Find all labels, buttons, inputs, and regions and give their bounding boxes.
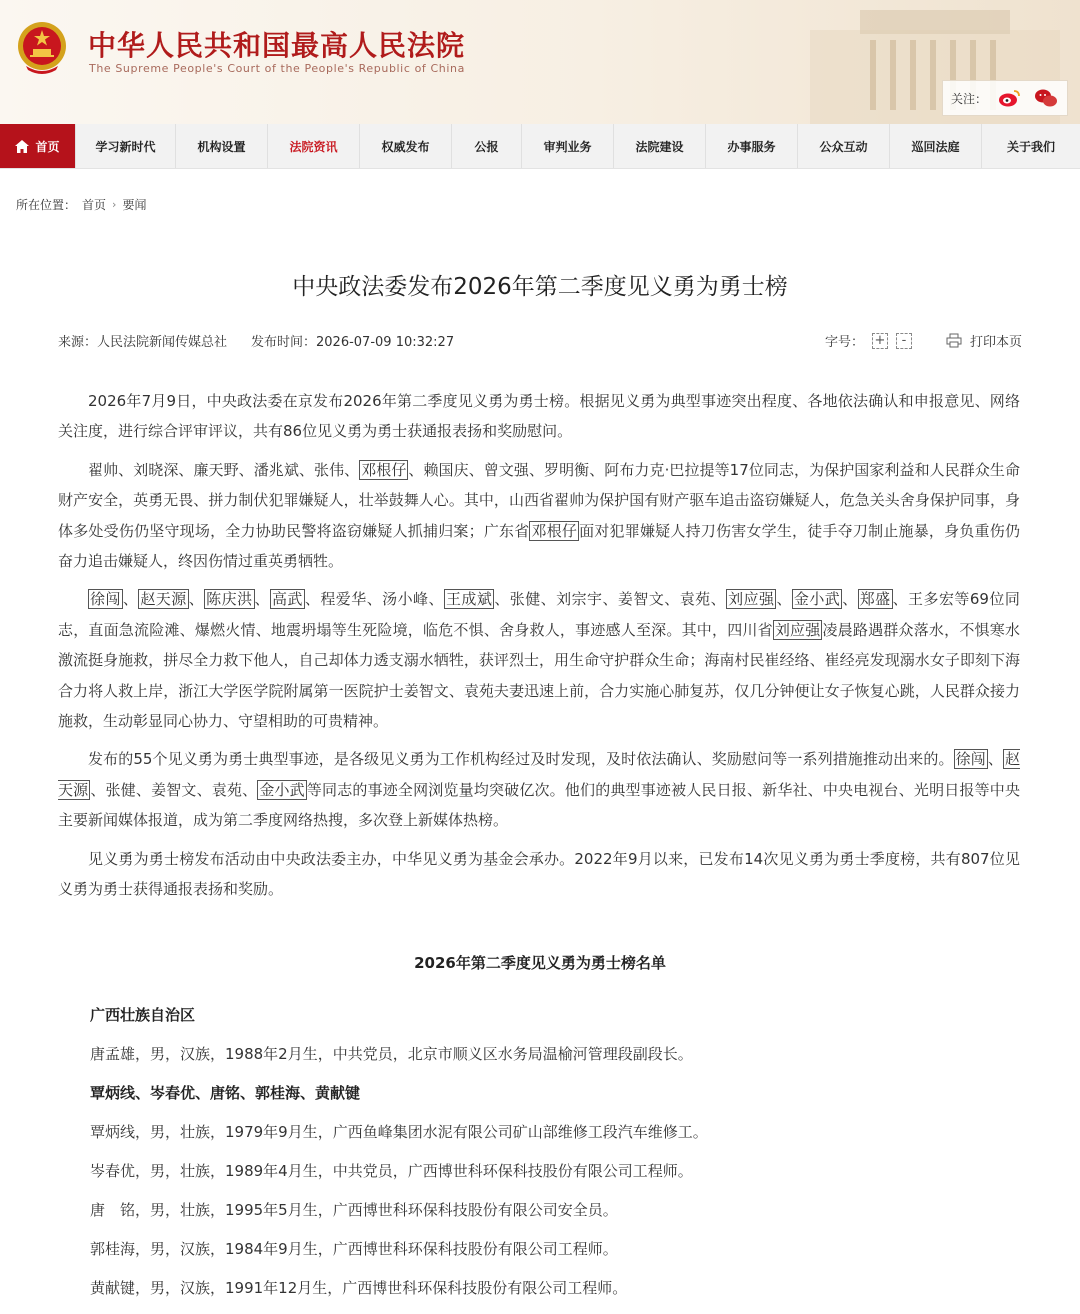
nav-item-xunhui[interactable]: 巡回法庭 [890, 124, 982, 168]
highlighted-name: 王成斌 [445, 590, 493, 609]
follow-bar [942, 80, 1068, 116]
print-label: 打印本页 [969, 335, 1022, 350]
nav-home-label: 首页 [35, 139, 60, 154]
nav-item-quanwei[interactable]: 权威发布 [360, 124, 452, 168]
list-item: 岑春优，男，壮族，1989年4月生，中共党员，广西博世科环保科技股份有限公司工程师。 [90, 1162, 693, 1180]
list-item: 广西壮族自治区 [90, 1006, 196, 1024]
nav-item-gongbao[interactable]: 公报 [452, 124, 522, 168]
site-header [0, 0, 1080, 124]
highlighted-name: 赵天源 [140, 590, 187, 609]
list-item: 唐孟雄，男，汉族，1988年2月生，中共党员，北京市顺义区水务局温榆河管理段副段长。 [90, 1045, 693, 1063]
list-item: 覃炳线，男，壮族，1979年9月生，广西鱼峰集团水泥有限公司矿山部维修工段汽车维修工。 [90, 1123, 708, 1141]
breadcrumb [16, 196, 146, 213]
breadcrumb-label: 所在位置： [16, 198, 77, 212]
article-meta [58, 331, 1022, 350]
highlighted-name: 金小武 [259, 780, 305, 799]
printer-icon [946, 333, 962, 348]
main-nav [0, 124, 1080, 169]
article-title: 中央政法委发布2026年第二季度见义勇为勇士榜 [292, 274, 788, 300]
highlighted-name: 邓根仔 [361, 460, 407, 479]
nav-home[interactable] [0, 124, 76, 168]
font-decrease-button[interactable]: - [896, 333, 912, 349]
highlighted-name: 徐闯 [955, 750, 986, 769]
list-item: 唐 铭，男，壮族，1995年5月生，广西博世科环保科技股份有限公司安全员。 [90, 1201, 618, 1219]
print-button[interactable] [946, 331, 1022, 350]
nav-item-hudong[interactable]: 公众互动 [798, 124, 890, 168]
weibo-icon[interactable] [997, 85, 1023, 111]
site-title: 中华人民共和国最高人民法院 [88, 29, 466, 62]
highlighted-name: 陈庆洪 [206, 590, 253, 609]
nav-item-jigou[interactable]: 机构设置 [176, 124, 268, 168]
nav-item-fayuanzixun[interactable]: 法院资讯 [268, 124, 360, 168]
article-time: 发布时间：2026-07-09 10:32:27 [251, 335, 455, 350]
paragraph-2: 翟帅、刘晓深、廉天野、潘兆斌、张伟、 邓根仔 、赖国庆、曾文强、罗明衡、阿布力克·巴拉提等17位同志，为保护国家利益和人民群众生命财产安全，英勇无畏、拼力制伏犯罪嫌疑人，壮举鼓舞人心。其中，山西省翟帅为保护国有财产驱车追击盗窃嫌疑人，危急关头舍身保护同事，身体多处受伤仍坚守现场，全力协助民警将盗窃嫌疑人抓捕归案；广东省 邓根仔 面对犯罪嫌疑人持刀伤害女学生，徒手夺刀制止施暴，身负重伤仍奋力追击嫌疑人，终因伤情过重英勇牺牲。 [58, 460, 1020, 571]
nav-item-banshi[interactable]: 办事服务 [706, 124, 798, 168]
paragraph-4: 发布的55个见义勇为勇士典型事迹，是各级见义勇为工作机构经过及时发现，及时依法确认、奖励慰问等一系列措施推动出来的。 徐闯 、 赵天源 、张健、姜智文、袁苑、 金小武 等同志的事迹全网浏览量均突破亿次。他们的典型事迹被人民日报、新华社、中央电视台、光明日报等中央主要新闻媒体报道，成为第二季度网络热搜，多次登上新媒体热榜。 [58, 750, 1020, 830]
highlighted-name: 邓根仔 [531, 521, 578, 540]
highlighted-name: 徐闯 [90, 590, 121, 609]
honor-list [90, 1002, 1020, 1314]
highlighted-name: 刘应强 [728, 590, 775, 609]
paragraph-1: 2026年7月9日，中央政法委在京发布2026年第二季度见义勇为勇士榜。根据见义勇为典型事迹突出程度、各地依法确认和申报意见、网络关注度，进行综合评审评议，共有86位见义勇为勇士获通报表扬和奖励慰问。 [58, 392, 1020, 441]
breadcrumb-separator-icon: › [112, 198, 117, 211]
breadcrumb-home[interactable]: 首页 [82, 198, 107, 212]
nav-item-shenpan[interactable]: 审判业务 [522, 124, 614, 168]
paragraph-3: 徐闯 、 赵天源 、 陈庆洪 、 高武 、程爱华、汤小峰、 王成斌 、张健、刘宗宇、姜智文、袁苑、 刘应强 、 金小武 、 郑盛 、王多宏等69位同志，直面急流险滩、爆燃火情、地震坍塌等生死险境，临危不惧、舍身救人，事迹感人至深。其中，四川省 刘应强 凌晨路遇群众落水，不惧寒水激流挺身施救，拼尽全力救下他人，自己却体力透支溺水牺牲，获评烈士，用生命守护群众生命；海南村民崔经络、崔经亮发现溺水女子即刻下海合力将人救上岸，浙江大学医学院附属第一医院护士姜智文、袁苑夫妻迅速上前，合力实施心肺复苏，仅几分钟便让女子恢复心跳，人民群众接力施救，生动彰显同心协力、守望相助的可贵精神。 [58, 590, 1020, 731]
highlighted-name: 赵天源 [58, 750, 1020, 799]
article-source: 来源：人民法院新闻传媒总社 [58, 335, 228, 350]
national-emblem-logo [16, 20, 68, 76]
article-body [58, 386, 1020, 913]
nav-item-jianshe[interactable]: 法院建设 [614, 124, 706, 168]
highlighted-name: 高武 [271, 590, 303, 609]
highlighted-name: 金小武 [793, 590, 841, 609]
site-subtitle: The Supreme People's Court of the People's Republic of China [89, 62, 465, 75]
home-icon [15, 140, 29, 153]
font-size-label: 字号： [824, 335, 864, 350]
nav-item-xuexi[interactable]: 学习新时代 [76, 124, 176, 168]
paragraph-5: 见义勇为勇士榜发布活动由中央政法委主办，中华见义勇为基金会承办。2022年9月以来，已发布14次见义勇为勇士季度榜，共有807位见义勇为勇士获得通报表扬和奖励。 [58, 849, 1020, 899]
list-item: 黄献键，男，汉族，1991年12月生，广西博世科环保科技股份有限公司工程师。 [90, 1279, 628, 1297]
follow-label: 关注： [950, 91, 987, 106]
font-increase-button[interactable]: + [872, 333, 888, 349]
highlighted-name: 郑盛 [859, 590, 891, 609]
nav-item-guanyu[interactable]: 关于我们 [1006, 139, 1055, 154]
breadcrumb-current[interactable]: 要闻 [122, 198, 147, 212]
list-title: 2026年第二季度见义勇为勇士榜名单 [414, 954, 666, 972]
list-item: 覃炳线、岑春优、唐铭、郭桂海、黄献键 [90, 1084, 361, 1102]
list-item: 郭桂海，男，汉族，1984年9月生，广西博世科环保科技股份有限公司工程师。 [90, 1240, 618, 1258]
wechat-icon[interactable] [1033, 85, 1059, 111]
highlighted-name: 刘应强 [774, 620, 821, 639]
